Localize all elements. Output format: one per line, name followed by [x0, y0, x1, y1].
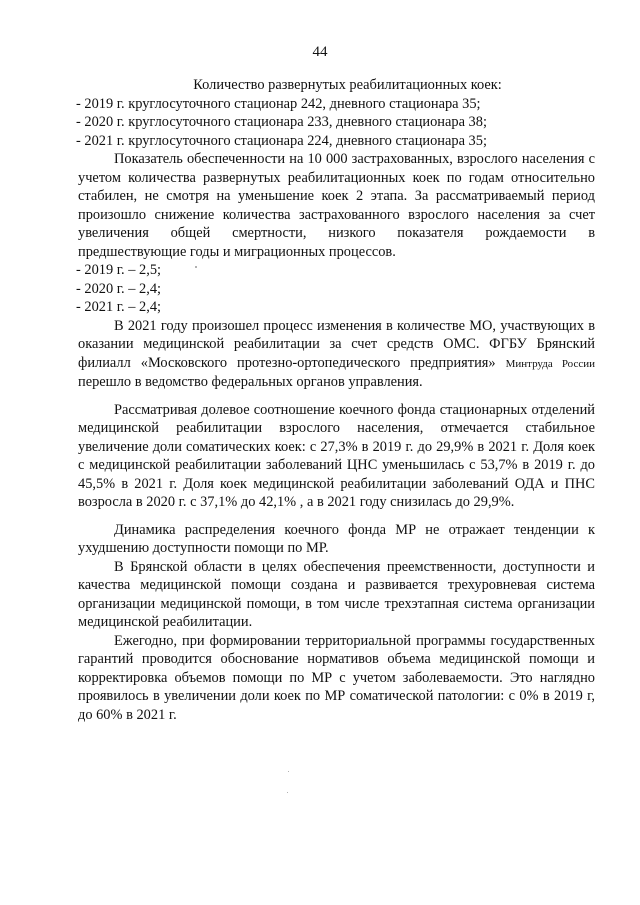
- paragraph-provision: Показатель обеспеченности на 10 000 застрахованных, взрослого населения с учетом количества развернутых реабилитационных коек по годам относительно стабилен, не смотря на уменьшение коек 2 этапа. За рассматриваемый период произошло снижение количества застрахованного взрослого населения за счет увеличения общей смертности, низкого показателя рождаемости в предшествующие годы и миграционных процессов.: [78, 151, 595, 260]
- bed-count-2021: - 2021 г. круглосуточного стационара 224, дневного стационара 35;: [76, 132, 487, 149]
- document-body: [78, 76, 595, 724]
- scan-speck: [288, 771, 289, 772]
- mintrud-text: Минтруда России: [505, 357, 595, 370]
- bed-count-2019: - 2019 г. круглосуточного стационар 242, дневного стационара 35;: [76, 95, 481, 112]
- bed-count-2020: - 2020 г. круглосуточного стационара 233, дневного стационара 38;: [76, 114, 487, 130]
- scan-speck: [287, 792, 288, 793]
- paragraph-bed-ratio: Рассматривая долевое соотношение коечного фонда стационарных отделений медицинской реабилитации взрослого населения, отмечается стабильное увеличение доли соматических коек: с 27,3% в 2019 г. до 29,9% в 2021 г. Доля коек с медицинской реабилитации заболеваний ЦНС уменьшилась с 53,7% в 2019 г. до 45,5% в 2021 г. Доля коек медицинской реабилитации заболеваний ОДА и ПНС возросла в 2020 г. с 37,1% до 42,1% , а в 2021 году снизилась до 29,9%.: [78, 401, 595, 510]
- page-number: 44: [312, 44, 328, 60]
- paragraph-dynamics: Динамика распределения коечного фонда МР не отражает тенденции к ухудшению доступности помощи по МР.: [78, 521, 595, 556]
- paragraph-2021-changes: [78, 317, 595, 392]
- provision-2019: - 2019 г. – 2,5;: [76, 262, 162, 278]
- paragraph-bryansk: В Брянской области в целях обеспечения преемственности, доступности и качества медицинской помощи создана и развивается трехуровневая система организации медицинской помощи, в том числе трехэтапная система организации медицинской реабилитации.: [78, 558, 595, 630]
- paragraph-annual: Ежегодно, при формировании территориальной программы государственных гарантий проводится обоснование нормативов объема медицинской помощи и корректировка объемов помощи по МР с учетом заболеваемости. Это наглядно проявилось в увеличении доли коек по МР соматической патологии: с 0% в 2019 г, до 60% в 2021 г.: [78, 632, 595, 723]
- paragraph-2021-text-b: перешло в ведомство федеральных органов управления.: [78, 374, 423, 390]
- bed-count-title: Количество развернутых реабилитационных коек:: [193, 77, 502, 93]
- scan-speck: [195, 266, 197, 268]
- paragraph-2021-text-a: В 2021 году произошел процесс изменения в количестве МО, участвующих в оказании медицинской реабилитации за счет средств ОМС. ФГБУ Брянский филиалл «Московского протезно-ортопедического предприятия»: [78, 317, 595, 371]
- provision-2020: - 2020 г. – 2,4;: [76, 280, 162, 297]
- provision-2021: - 2021 г. – 2,4;: [76, 299, 162, 315]
